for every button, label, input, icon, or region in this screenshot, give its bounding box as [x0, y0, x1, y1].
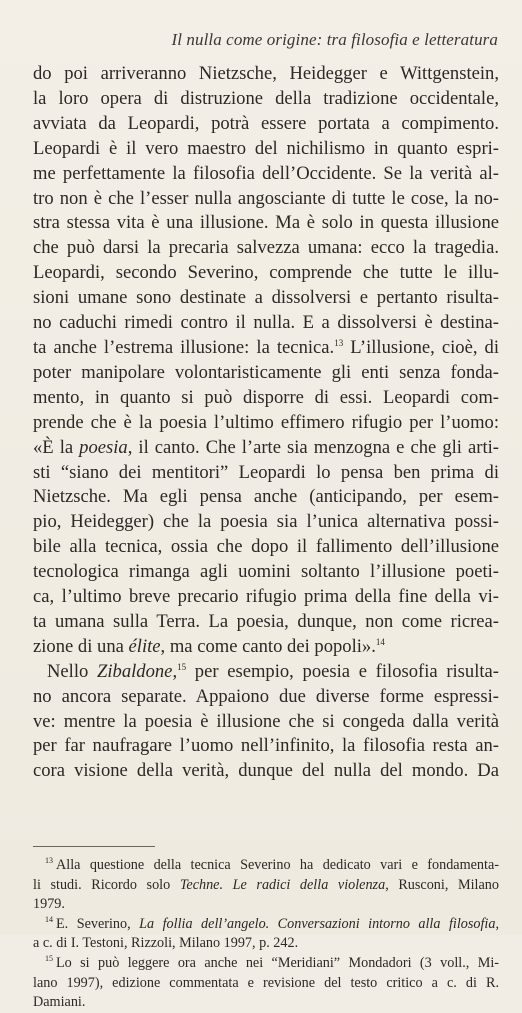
body-line: Nello Zibaldone,$^{15}$ per esempio, poesia e filosofia risulta-	[47, 660, 499, 682]
body-line: bile alla tecnica, ossia che dopo il fallimento dell’illusione	[33, 536, 499, 558]
footnotes	[33, 856, 499, 1013]
footnote-ref: 14	[375, 636, 385, 647]
body-line: ve: mentre la poesia è illusione che si congeda dalla verità	[33, 710, 499, 732]
footnote-line: Damiani.	[33, 994, 86, 1011]
body-line: mento, in quanto si può disporre di essi. Leopardi com-	[33, 386, 499, 408]
body-line: Leopardi è il vero maestro del nichilismo in quanto espri-	[33, 137, 499, 159]
body-line: tro non è che l’esser nulla angosciante di tutte le cose, la no-	[33, 187, 499, 209]
footnote-line: lano 1997), edizione commentata e revisione del testo critico a c. di R.	[33, 974, 499, 991]
italic-term: poesia	[79, 436, 128, 458]
footnote-number: 14	[45, 915, 53, 925]
footnote-line: a c. di I. Testoni, Rizzoli, Milano 1997, p. 242.	[33, 935, 299, 952]
footnote-line: 1979.	[33, 896, 65, 913]
body-line: ca, l’ultimo breve precario rifugio prima della fine della vi-	[33, 586, 499, 608]
body-line: sioni umane sono destinate a dissolversi e pertanto risulta-	[33, 287, 499, 309]
body-line: zione di una élite, ma come canto dei popoli».$^{14}$	[33, 635, 385, 657]
body-line: pio, Heidegger) che la poesia sia l’unica alternativa possi-	[33, 511, 499, 533]
body-line: avviata da Leopardi, potrà essere portata a compimento.	[33, 112, 499, 134]
body-line: ta umana sulla Terra. La poesia, dunque, non come ricrea-	[33, 610, 499, 632]
footnote-line: li studi. Ricordo solo Techne. Le radici della violenza, Rusconi, Milano	[33, 876, 499, 893]
footnote-line: $^{13}$ Alla questione della tecnica Severino ha dedicato vari e fondamenta-	[45, 856, 499, 873]
body-line: stra stessa vita è una illusione. Ma è solo in questa illusione	[33, 212, 499, 234]
footnote-ref: 15	[177, 661, 187, 672]
body-line: do poi arriveranno Nietzsche, Heidegger e Wittgenstein,	[33, 63, 499, 84]
body-line: ta anche l’estrema illusione: la tecnica.$^{13}$ L’illusione, cioè, di	[33, 336, 499, 358]
body-line: per far naufragare l’uomo nell’infinito, la filosofia resta an-	[33, 735, 499, 757]
body-line: «È la poesia, il canto. Che l’arte sia menzogna e che gli arti-	[33, 436, 499, 458]
footnote-divider	[33, 846, 155, 847]
italic-term: Zibaldone	[97, 660, 173, 682]
body-line: me perfettamente la filosofia dell’Occidente. Se la verità al-	[33, 162, 499, 184]
body-line: no caduchi rimedi contro il nulla. E a dissolversi è destina-	[33, 312, 499, 334]
body-line: tecnologica rimanga agli uomini soltanto l’illusione poeti-	[33, 561, 499, 583]
italic-term: élite	[128, 635, 161, 657]
body-line: Leopardi, secondo Severino, comprende che tutte le illu-	[33, 262, 499, 284]
body-line: cora visione della verità, dunque del nulla del mondo. Da	[33, 760, 499, 782]
body-line: che può darsi la precaria salvezza umana: ecco la tragedia.	[33, 237, 499, 259]
body-line: poter manipolare volontaristicamente gli enti senza fonda-	[33, 361, 499, 383]
footnote-line: $^{14}$ E. Severino, La follia dell’angelo. Conversazioni intorno alla filosofia,	[45, 915, 499, 932]
italic-title: La follia dell’angelo. Conversazioni intorno alla filosofia	[139, 915, 496, 932]
italic-title: Techne. Le radici della violenza	[179, 876, 386, 893]
body-line: sti “siano dei mentitori” Leopardi lo pensa ben prima di	[33, 461, 499, 483]
body-text	[33, 62, 499, 784]
footnote-number: 15	[45, 954, 53, 964]
body-line: Nietzsche. Ma egli pensa anche (anticipando, per esem-	[33, 486, 499, 508]
running-header: Il nulla come origine: tra filosofia e letteratura	[171, 30, 498, 49]
body-line: prende che è la poesia l’ultimo effimero rifugio per l’uomo:	[33, 411, 499, 433]
body-line: la loro opera di distruzione della tradizione occidentale,	[33, 87, 499, 109]
footnote-line: $^{15}$ Lo si può leggere ora anche nei “Meridiani” Mondadori (3 voll., Mi-	[45, 954, 499, 971]
footnote-number: 13	[45, 856, 53, 866]
footnote-ref: 13	[334, 337, 344, 348]
body-line: no ancora separate. Appaiono due diverse forme espressi-	[33, 685, 499, 707]
